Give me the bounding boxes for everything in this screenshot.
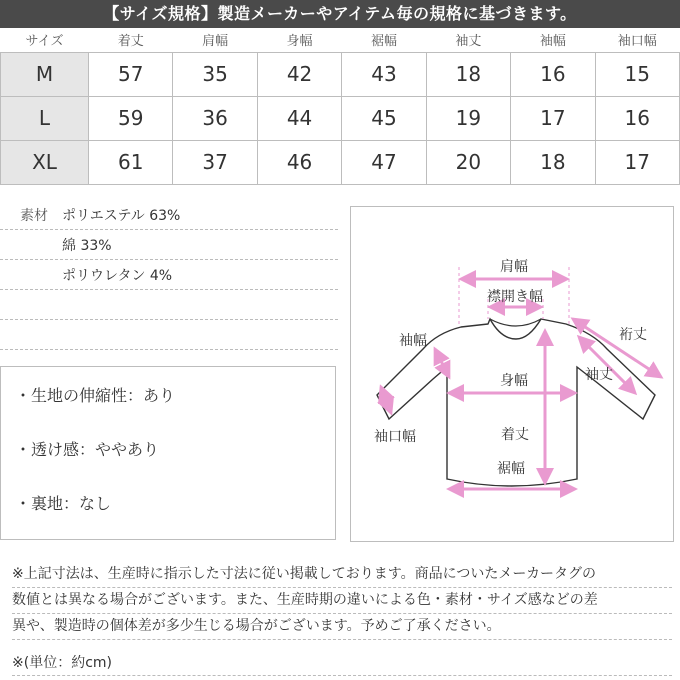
size-table-header (1, 28, 680, 52)
measurement-cell: 15 (595, 52, 679, 96)
material-item: 綿 33% (62, 237, 112, 254)
column-header: 肩幅 (202, 34, 229, 50)
size-table (0, 28, 680, 185)
size-label-cell: XL (1, 140, 89, 184)
shoulder-label: 肩幅 (500, 259, 528, 275)
measurement-cell: 16 (511, 52, 595, 96)
stretch-property: ・生地の伸縮性：あり (15, 385, 176, 405)
hem-label: 裾幅 (497, 461, 525, 477)
material-row (0, 230, 338, 260)
measurement-cell: 36 (173, 96, 257, 140)
measurement-diagram (350, 206, 674, 542)
material-row (0, 200, 338, 230)
material-item: ポリウレタン 4% (62, 267, 173, 284)
size-label-cell: M (1, 52, 89, 96)
measurement-cell: 61 (89, 140, 173, 184)
column-header: 身幅 (286, 34, 313, 50)
measurement-cell: 42 (257, 52, 341, 96)
fabric-properties-box (0, 366, 336, 540)
measurement-cell: 18 (511, 140, 595, 184)
size-spec-banner: 【サイズ規格】製造メーカーやアイテム毎の規格に基づきます。 (0, 0, 680, 28)
size-row (1, 140, 680, 184)
lining-property: ・裏地：なし (15, 493, 112, 513)
sleeve-width-label: 袖幅 (399, 333, 427, 349)
cuff-arrow (381, 387, 391, 413)
column-header: 着丈 (117, 34, 144, 50)
sheerness-property: ・透け感：ややあり (15, 439, 160, 459)
material-row (0, 260, 338, 290)
material-item: ポリエステル 63% (62, 207, 181, 224)
measurement-cell: 19 (426, 96, 510, 140)
column-header: 裾幅 (370, 34, 397, 50)
column-header: サイズ (25, 34, 64, 50)
measurement-cell: 37 (173, 140, 257, 184)
disclaimer-note (12, 562, 672, 640)
size-label-cell: L (1, 96, 89, 140)
unit-note: ※(単位：約cm) (12, 650, 672, 676)
measurement-cell: 59 (89, 96, 173, 140)
column-header: 袖幅 (539, 34, 566, 50)
collar-line (490, 319, 541, 326)
sleeve-width-arrow (435, 349, 449, 377)
garment-diagram-svg (351, 207, 673, 541)
measurement-cell: 45 (342, 96, 426, 140)
sleeve-length-arrow (579, 337, 635, 393)
neck-label: 襟開き幅 (487, 289, 543, 305)
column-header: 袖口幅 (617, 34, 657, 50)
measurement-cell: 47 (342, 140, 426, 184)
note-line: ※上記寸法は、生産時に指示した寸法に従い掲載しております。商品についたメーカータグの (12, 562, 672, 588)
material-label: 素材 (20, 207, 48, 224)
column-header: 袖丈 (455, 34, 482, 50)
measurement-cell: 17 (595, 140, 679, 184)
size-row (1, 52, 680, 96)
measurement-cell: 16 (595, 96, 679, 140)
measurement-cell: 43 (342, 52, 426, 96)
note-line: 数値とは異なる場合がございます。また、生産時期の違いによる色・素材・サイズ感などの差 (12, 588, 672, 614)
sleeve-length-label: 袖丈 (585, 367, 613, 383)
yuki-label: 裄丈 (619, 327, 647, 343)
material-section (0, 200, 338, 350)
measurement-cell: 35 (173, 52, 257, 96)
measurement-cell: 18 (426, 52, 510, 96)
length-label: 着丈 (501, 427, 529, 443)
measurement-cell: 46 (257, 140, 341, 184)
measurement-cell: 17 (511, 96, 595, 140)
note-line: 異や、製造時の個体差が多少生じる場合がございます。予めご了承ください。 (12, 614, 672, 640)
cuff-label: 袖口幅 (374, 429, 416, 445)
material-row-empty (0, 320, 338, 350)
measurement-cell: 44 (257, 96, 341, 140)
body-width-label: 身幅 (500, 373, 528, 389)
size-row (1, 96, 680, 140)
measurement-cell: 20 (426, 140, 510, 184)
measurement-cell: 57 (89, 52, 173, 96)
material-row-empty (0, 290, 338, 320)
